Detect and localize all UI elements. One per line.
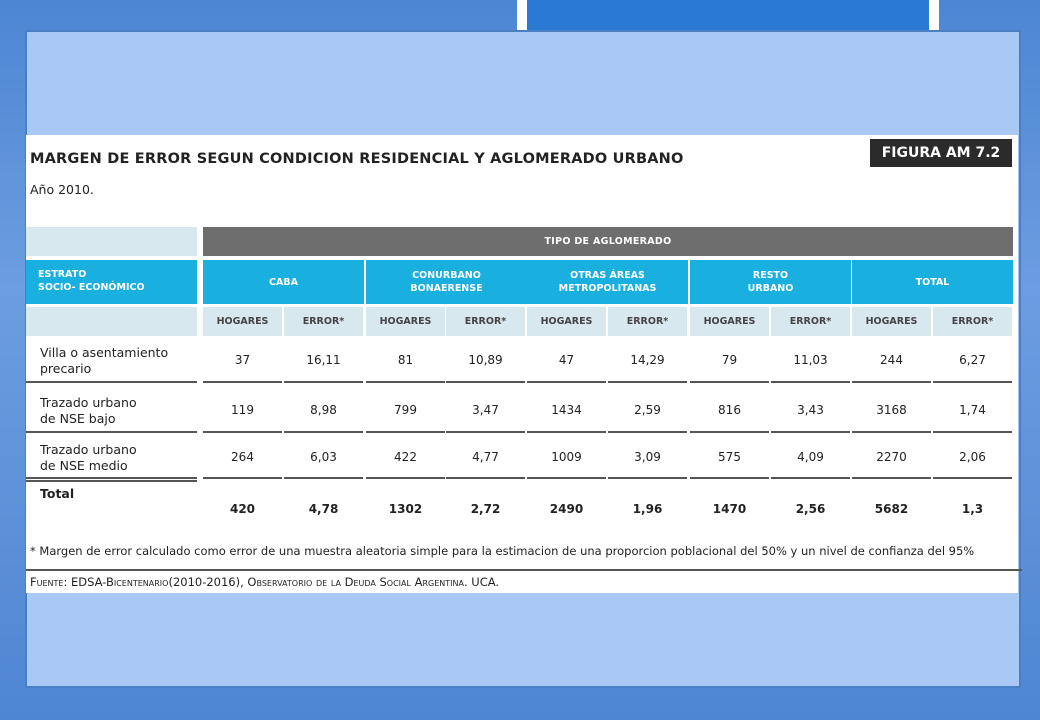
table-cell: 420 bbox=[229, 502, 256, 516]
group-header bbox=[690, 260, 851, 304]
group-header-line: RESTO bbox=[752, 270, 789, 281]
table-cell: 2490 bbox=[549, 502, 584, 516]
figure-badge: FIGURA AM 7.2 bbox=[870, 139, 1012, 167]
row-label bbox=[40, 442, 137, 474]
sub-header: ERROR* bbox=[284, 307, 363, 336]
group-header bbox=[527, 260, 688, 304]
row-divider bbox=[933, 431, 1012, 433]
row-divider bbox=[852, 381, 931, 383]
table-cell: 422 bbox=[394, 450, 417, 464]
table-cell: 1302 bbox=[388, 502, 423, 516]
group-header-line: CABA bbox=[269, 276, 298, 288]
sub-header: HOGARES bbox=[852, 307, 931, 336]
sub-header: ERROR* bbox=[771, 307, 850, 336]
group-header bbox=[203, 260, 364, 304]
group-header-line: URBANO bbox=[747, 283, 794, 294]
table-cell: 16,11 bbox=[306, 353, 341, 367]
row-divider bbox=[284, 431, 363, 433]
source-text: Fuente: EDSA-Bicentenario(2010-2016), Observatorio de la Deuda Social Argentina. UCA. bbox=[30, 575, 500, 589]
subheader-spacer bbox=[26, 307, 197, 336]
sub-header: HOGARES bbox=[690, 307, 769, 336]
row-divider bbox=[690, 477, 769, 479]
row-divider bbox=[366, 477, 445, 479]
table-cell: 79 bbox=[721, 353, 738, 367]
table-cell: 2270 bbox=[876, 450, 907, 464]
table-cell: 14,29 bbox=[630, 353, 665, 367]
table-cell: 4,78 bbox=[308, 502, 339, 516]
row-label bbox=[40, 345, 168, 377]
row-divider bbox=[771, 477, 850, 479]
row-divider bbox=[366, 381, 445, 383]
group-header-line: OTRAS ÁREAS bbox=[570, 270, 645, 281]
table-cell: 47 bbox=[558, 353, 575, 367]
table-cell: 816 bbox=[718, 403, 741, 417]
sub-header: ERROR* bbox=[933, 307, 1012, 336]
row-divider bbox=[203, 381, 282, 383]
group-header-line: TOTAL bbox=[915, 276, 950, 288]
group-header-line: METROPOLITANAS bbox=[558, 283, 657, 294]
estrato-header-line1: ESTRATO bbox=[38, 269, 87, 280]
group-header-line: BONAERENSE bbox=[410, 283, 483, 294]
table-cell: 3,43 bbox=[797, 403, 824, 417]
table-cell: 2,06 bbox=[959, 450, 986, 464]
row-divider bbox=[446, 381, 525, 383]
table-cell: 1,96 bbox=[632, 502, 663, 516]
estrato-header bbox=[26, 260, 197, 304]
row-divider bbox=[26, 381, 197, 383]
table-cell: 4,77 bbox=[472, 450, 499, 464]
figure-year: Año 2010. bbox=[30, 182, 94, 197]
row-divider bbox=[26, 431, 197, 433]
table-cell: 4,09 bbox=[797, 450, 824, 464]
sub-header: HOGARES bbox=[527, 307, 606, 336]
row-label-line: de NSE medio bbox=[40, 458, 128, 473]
table-cell: 1009 bbox=[551, 450, 582, 464]
sub-header: ERROR* bbox=[608, 307, 687, 336]
row-label-line: precario bbox=[40, 361, 92, 376]
table-cell: 3,09 bbox=[634, 450, 661, 464]
row-divider bbox=[690, 431, 769, 433]
row-label bbox=[40, 486, 74, 502]
table-cell: 799 bbox=[394, 403, 417, 417]
table-cell: 1,74 bbox=[959, 403, 986, 417]
row-label bbox=[40, 395, 137, 427]
row-label-line: Total bbox=[40, 486, 75, 501]
row-divider bbox=[284, 477, 363, 479]
row-divider bbox=[203, 431, 282, 433]
row-label-line: Villa o asentamiento bbox=[40, 345, 169, 360]
row-divider bbox=[933, 477, 1012, 479]
row-divider bbox=[608, 381, 687, 383]
group-header-line: CONURBANO bbox=[412, 270, 481, 281]
table-cell: 264 bbox=[231, 450, 254, 464]
row-divider bbox=[366, 431, 445, 433]
row-divider bbox=[527, 381, 606, 383]
top-tab bbox=[527, 0, 929, 34]
table-cell: 3,47 bbox=[472, 403, 499, 417]
tipo-aglomerado-header: TIPO DE AGLOMERADO bbox=[203, 227, 1013, 256]
table-cell: 5682 bbox=[874, 502, 909, 516]
row-divider bbox=[771, 431, 850, 433]
row-divider bbox=[284, 381, 363, 383]
row-divider bbox=[26, 477, 197, 479]
table-cell: 6,03 bbox=[310, 450, 337, 464]
table-cell: 1434 bbox=[551, 403, 582, 417]
table-cell: 37 bbox=[234, 353, 251, 367]
table-cell: 6,27 bbox=[959, 353, 986, 367]
header-spacer bbox=[26, 227, 197, 256]
row-label-line: de NSE bajo bbox=[40, 411, 116, 426]
table-cell: 575 bbox=[718, 450, 741, 464]
table-cell: 8,98 bbox=[310, 403, 337, 417]
row-divider bbox=[933, 381, 1012, 383]
sub-header: ERROR* bbox=[446, 307, 525, 336]
row-divider bbox=[527, 477, 606, 479]
row-divider bbox=[852, 431, 931, 433]
sub-header: HOGARES bbox=[366, 307, 445, 336]
group-header bbox=[852, 260, 1013, 304]
row-divider bbox=[527, 431, 606, 433]
table-cell: 3168 bbox=[876, 403, 907, 417]
row-divider bbox=[446, 477, 525, 479]
table-cell: 10,89 bbox=[468, 353, 503, 367]
table-cell: 2,72 bbox=[470, 502, 501, 516]
row-divider bbox=[852, 477, 931, 479]
group-header bbox=[366, 260, 527, 304]
row-divider bbox=[608, 431, 687, 433]
row-divider bbox=[690, 381, 769, 383]
row-label-line: Trazado urbano bbox=[40, 395, 137, 410]
row-divider bbox=[771, 381, 850, 383]
table-figure bbox=[26, 135, 1018, 593]
row-divider bbox=[446, 431, 525, 433]
figure-title: MARGEN DE ERROR SEGUN CONDICION RESIDENCIAL Y AGLOMERADO URBANO bbox=[30, 151, 684, 167]
row-divider bbox=[203, 477, 282, 479]
estrato-header-line2: SOCIO- ECONÓMICO bbox=[38, 282, 145, 293]
table-cell: 1470 bbox=[712, 502, 747, 516]
table-cell: 1,3 bbox=[961, 502, 984, 516]
table-cell: 2,56 bbox=[795, 502, 826, 516]
row-label-line: Trazado urbano bbox=[40, 442, 137, 457]
footnote: * Margen de error calculado como error de una muestra aleatoria simple para la estimacion de una proporcion poblacional del 50% y un nivel de confianza del 95% bbox=[30, 544, 975, 558]
row-divider bbox=[608, 477, 687, 479]
table-cell: 11,03 bbox=[793, 353, 828, 367]
table-cell: 244 bbox=[880, 353, 903, 367]
table-cell: 81 bbox=[397, 353, 414, 367]
table-cell: 2,59 bbox=[634, 403, 661, 417]
sub-header: HOGARES bbox=[203, 307, 282, 336]
total-divider bbox=[26, 480, 197, 482]
source-line bbox=[26, 569, 1022, 589]
table-cell: 119 bbox=[231, 403, 254, 417]
